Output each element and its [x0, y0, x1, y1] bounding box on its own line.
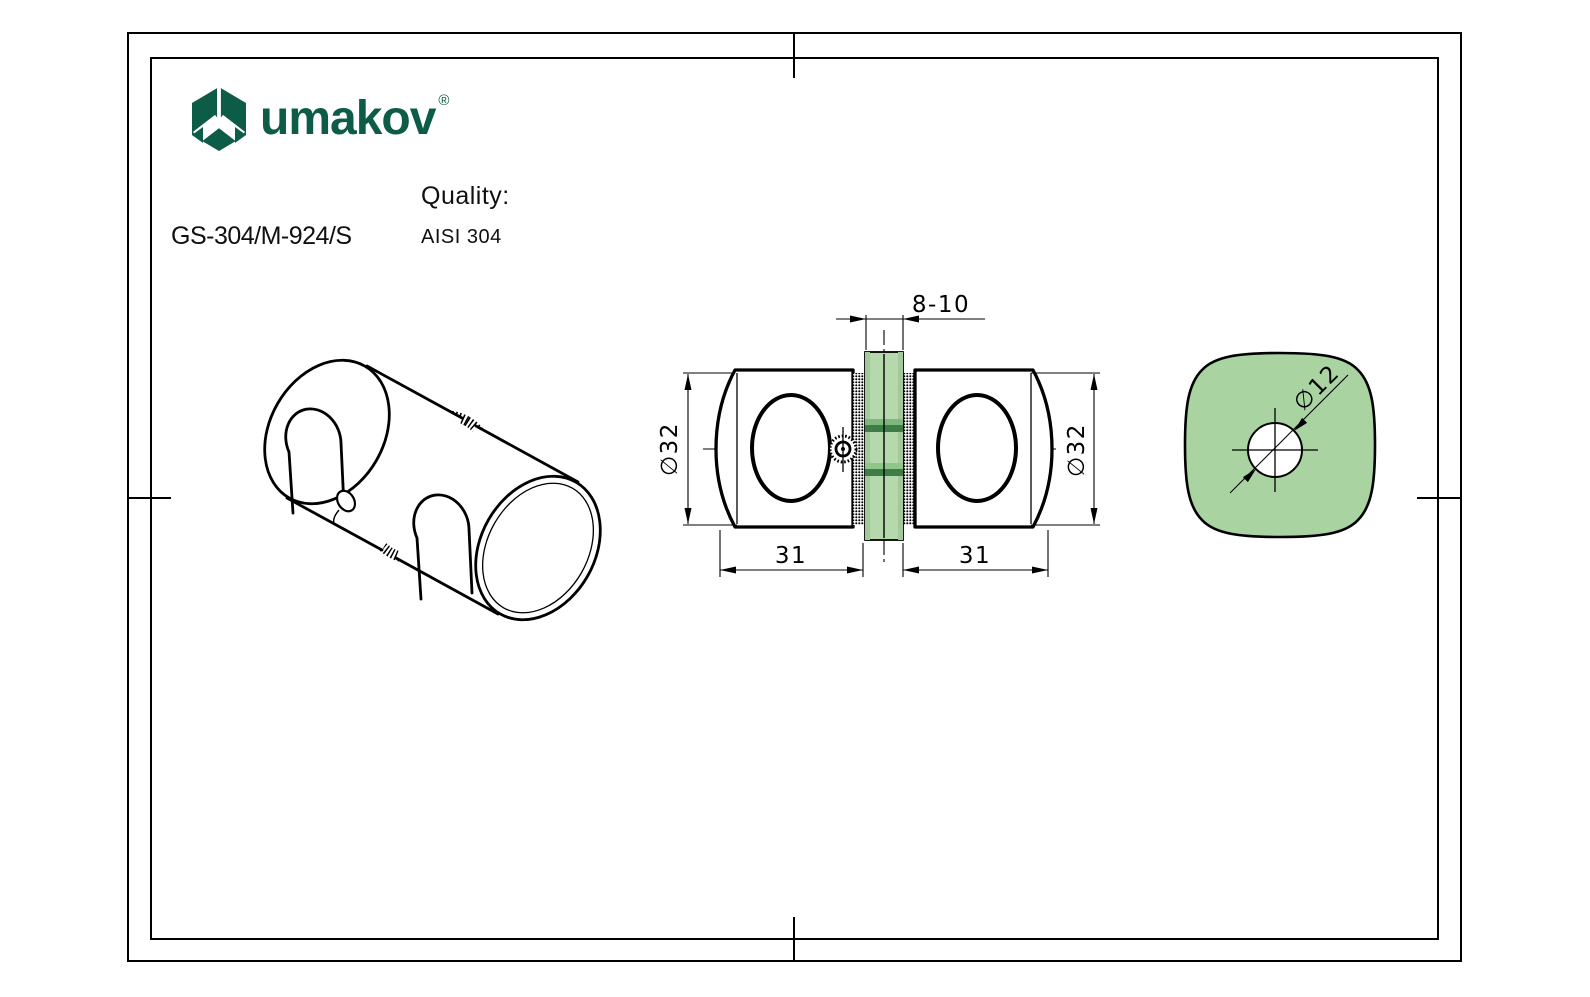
glass-panel-view — [1185, 353, 1375, 537]
dim-right-length — [903, 530, 1048, 577]
dim-label-hole-diameter: ∅12 — [1288, 359, 1346, 417]
glass-edge-shade-left — [865, 352, 870, 540]
dim-left-length — [720, 530, 863, 577]
glass-section — [865, 330, 903, 562]
arrowhead-down — [1091, 508, 1098, 524]
dim-label-left-length: 31 — [774, 543, 808, 569]
arrowhead-up — [685, 374, 692, 390]
dim-label-right-diameter: ∅32 — [1064, 423, 1090, 477]
arrowhead-left — [720, 567, 736, 574]
isometric-view — [240, 338, 626, 643]
arrowhead-right — [1032, 567, 1048, 574]
arrowhead-right — [850, 316, 866, 323]
registered-mark: ® — [438, 91, 450, 109]
dim-label-left-diameter: ∅32 — [657, 422, 683, 476]
front-view — [657, 292, 1100, 577]
arrowhead-left — [903, 567, 919, 574]
right-gasket-knurl — [903, 373, 915, 525]
glass-edge-shade-right — [898, 352, 903, 540]
dim-glass-thickness — [836, 292, 985, 350]
dim-label-glass-thickness: 8-10 — [911, 292, 971, 318]
arrowhead-right — [847, 567, 863, 574]
brand-wordmark: umakov — [260, 92, 436, 145]
quality-label: Quality: — [421, 182, 510, 210]
arrowhead-up — [1091, 374, 1098, 390]
quality-value: AISI 304 — [421, 226, 502, 248]
arrowhead-down — [685, 508, 692, 524]
dim-label-right-length: 31 — [958, 543, 992, 569]
product-code: GS-304/M-924/S — [171, 222, 352, 250]
